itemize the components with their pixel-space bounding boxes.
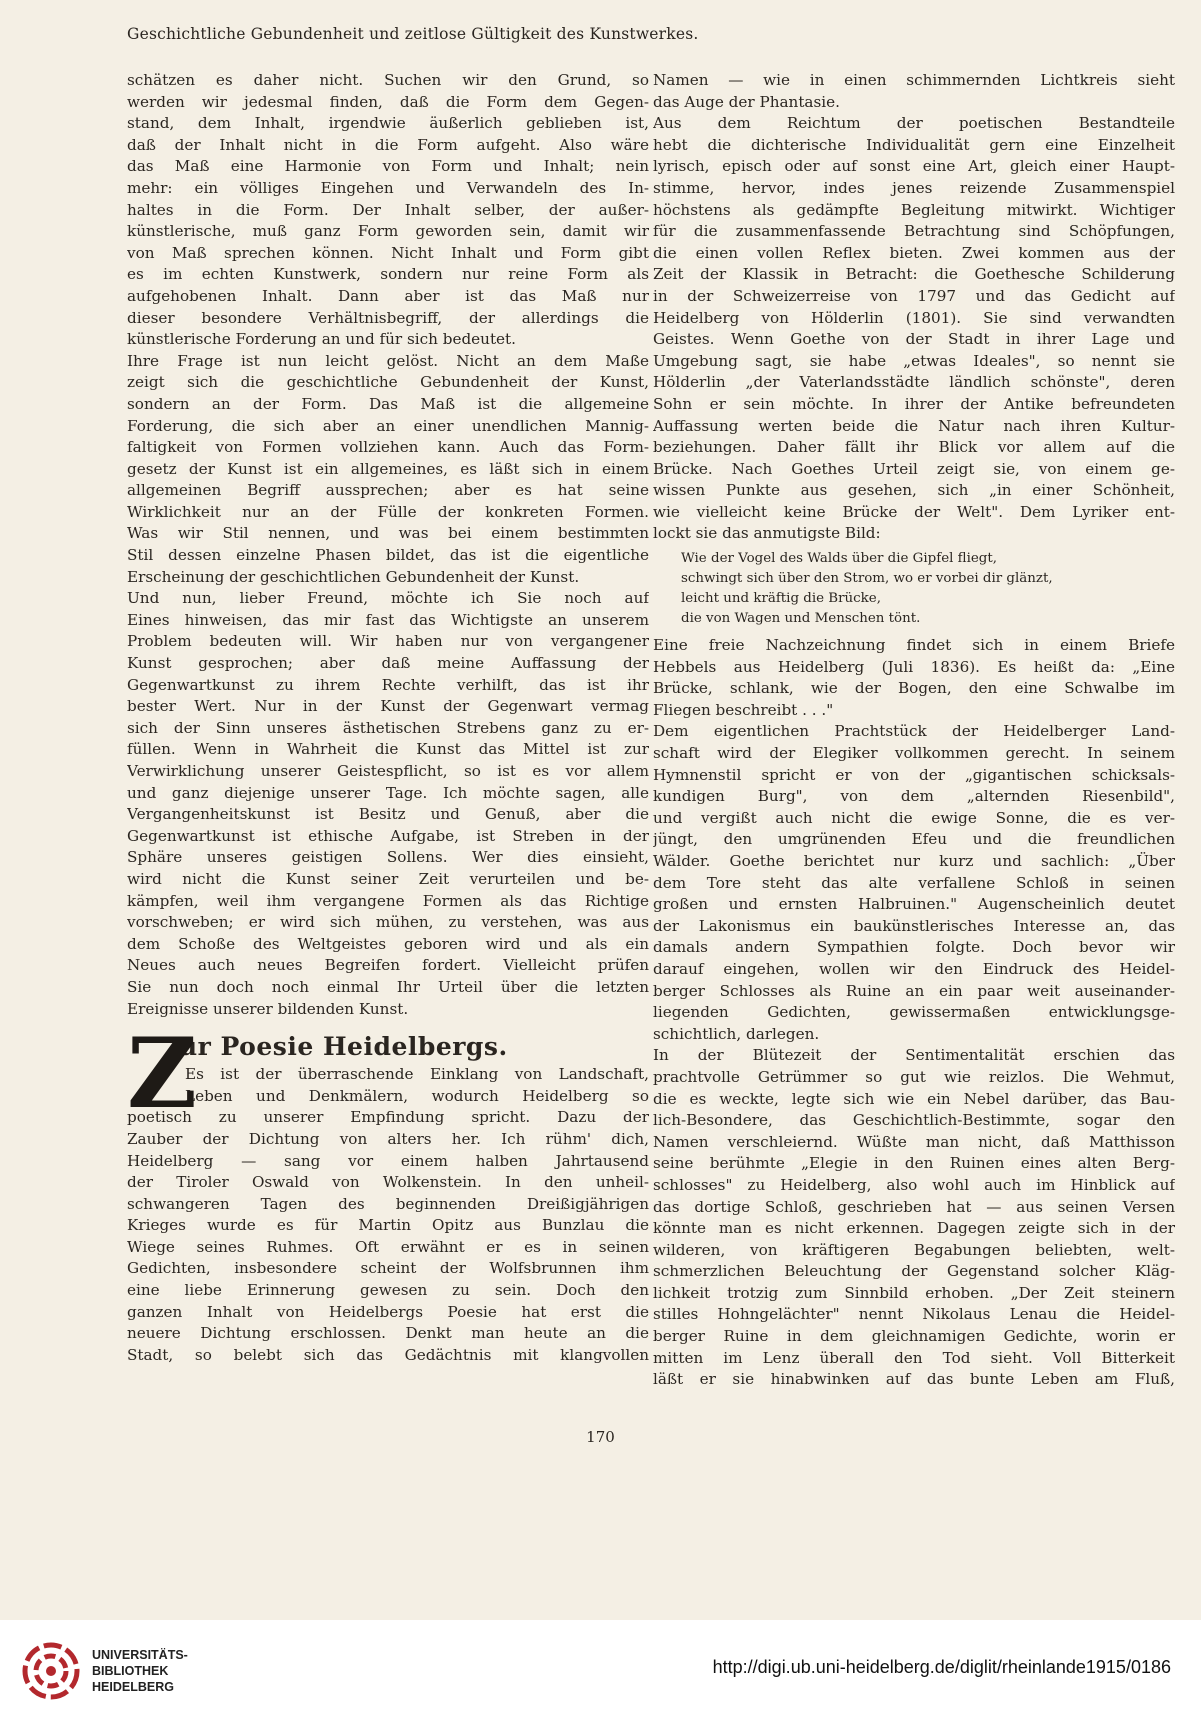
text-line: berger Ruine in dem gleichnamigen Gedichte, worin er xyxy=(653,1327,1175,1346)
text-line: Leben und Denkmälern, wodurch Heidelberg so xyxy=(185,1086,649,1105)
text-line: künstlerische Forderung an und für sich bedeutet. xyxy=(127,330,516,349)
text-line: und vergißt auch nicht die ewige Sonne, die es ver- xyxy=(653,808,1175,827)
text-line: stilles Hohngelächter" nennt Nikolaus Lenau die Heidel- xyxy=(653,1305,1175,1324)
verse-quotation xyxy=(681,549,1175,629)
text-line: sich der Sinn unseres ästhetischen Strebens ganz zu er- xyxy=(127,718,649,737)
text-line: Gedichten, insbesondere scheint der Wolfsbrunnen ihm xyxy=(127,1259,649,1278)
text-line: kundigen Burg", von dem „alternden Riesenbild", xyxy=(653,787,1175,806)
text-line: die einen vollen Reflex bieten. Zwei kommen aus der xyxy=(653,243,1175,262)
text-line: füllen. Wenn in Wahrheit die Kunst das Mittel ist zur xyxy=(127,740,649,759)
text-line: wissen Punkte aus gesehen, sich „in einer Schönheit, xyxy=(653,481,1175,500)
left-column xyxy=(127,70,649,1366)
text-line: schichtlich, darlegen. xyxy=(653,1024,820,1043)
text-line: Dem eigentlichen Prachtstück der Heidelberger Land- xyxy=(653,722,1175,741)
text-line: Hölderlin „der Vaterlandsstädte ländlich schönste", deren xyxy=(653,373,1175,392)
text-line: Zauber der Dichtung von alters her. Ich rühm' dich, xyxy=(127,1129,649,1148)
text-line: vorschweben; er wird sich mühen, zu verstehen, was aus xyxy=(127,913,649,932)
text-line: mitten im Lenz überall den Tod sieht. Voll Bitterkeit xyxy=(653,1348,1175,1367)
text-line: hebt die dichterische Individualität gern eine Einzelheit xyxy=(653,135,1175,154)
text-line: dem Schoße des Weltgeistes geboren wird und als ein xyxy=(127,934,649,953)
text-line: poetisch zu unserer Empfindung spricht. Dazu der xyxy=(127,1108,649,1127)
text-line: die es weckte, legte sich wie ein Nebel darüber, das Bau- xyxy=(653,1089,1175,1108)
text-line: läßt er sie hinabwinken auf das bunte Leben am Fluß, xyxy=(653,1370,1175,1389)
text-line: zeigt sich die geschichtliche Gebundenheit der Kunst, xyxy=(127,373,649,392)
text-line: wie vielleicht keine Brücke der Welt". Dem Lyriker ent- xyxy=(653,502,1175,521)
text-line: Vergangenheitskunst ist Besitz und Genuß, aber die xyxy=(127,805,649,824)
text-line: in der Schweizerreise von 1797 und das Gedicht auf xyxy=(653,286,1175,305)
drop-cap: Z xyxy=(127,1017,198,1131)
text-line: lichkeit trotzig zum Sinnbild erhoben. „Der Zeit steinern xyxy=(653,1283,1175,1302)
text-line: Heidelberg — sang vor einem halben Jahrtausend xyxy=(127,1151,649,1170)
verse-line: die von Wagen und Menschen tönt. xyxy=(681,611,921,627)
text-line: Ihre Frage ist nun leicht gelöst. Nicht an dem Maße xyxy=(127,351,649,370)
university-library-logo-icon xyxy=(22,1642,80,1700)
text-line: das Auge der Phantasie. xyxy=(653,92,840,111)
text-line: Aus dem Reichtum der poetischen Bestandteile xyxy=(653,114,1175,133)
text-line: Stil dessen einzelne Phasen bildet, das ist die eigentliche xyxy=(127,546,649,565)
text-line: allgemeinen Begriff aussprechen; aber es hat seine xyxy=(127,481,649,500)
text-line: Sohn er sein möchte. In ihrer der Antike befreundeten xyxy=(653,394,1175,413)
text-line: daß der Inhalt nicht in die Form aufgeht. Also wäre xyxy=(127,135,649,154)
right-paragraph-4 xyxy=(653,721,1175,1045)
text-line: Ereignisse unserer bildenden Kunst. xyxy=(127,999,409,1018)
text-line: neuere Dichtung erschlossen. Denkt man heute an die xyxy=(127,1324,649,1343)
text-line: Namen — wie in einen schimmernden Lichtkreis sieht xyxy=(653,71,1175,89)
text-line: stimme, hervor, indes jenes reizende Zusammenspiel xyxy=(653,178,1175,197)
text-line: Wälder. Goethe berichtet nur kurz und sachlich: „Über xyxy=(653,852,1175,870)
text-line: der Lakonismus ein baukünstlerisches Interesse an, das xyxy=(653,916,1175,935)
text-line: aufgehobenen Inhalt. Dann aber ist das Maß nur xyxy=(127,286,649,305)
text-line: es im echten Kunstwerk, sondern nur reine Form als xyxy=(127,265,649,284)
text-line: ganzen Inhalt von Heidelbergs Poesie hat erst die xyxy=(127,1302,649,1321)
text-line: darauf eingehen, wollen wir den Eindruck des Heidel- xyxy=(653,959,1175,978)
page-number: 170 xyxy=(586,1428,615,1446)
institution-line: BIBLIOTHEK xyxy=(92,1664,169,1678)
text-line: wilderen, von kräftigeren Begabungen beliebten, welt- xyxy=(653,1240,1175,1259)
text-line: dieser besondere Verhältnisbegriff, der allerdings die xyxy=(127,308,649,327)
text-line: Verwirklichung unserer Geistespflicht, so ist es vor allem xyxy=(127,762,649,780)
text-line: sondern an der Form. Das Maß ist die allgemeine xyxy=(127,394,649,413)
text-line: liegenden Gedichten, gewissermaßen entwicklungsge- xyxy=(653,1003,1175,1022)
left-paragraph-4 xyxy=(127,1107,649,1366)
text-line: Gegenwartkunst zu ihrem Rechte verhilft, das ist ihr xyxy=(127,675,649,694)
text-line: schätzen es daher nicht. Suchen wir den Grund, so xyxy=(127,71,649,89)
text-line: großen und ernsten Halbruinen." Augenscheinlich deutet xyxy=(653,895,1175,914)
text-line: Sphäre unseres geistigen Sollens. Wer dies einsieht, xyxy=(127,848,649,867)
right-paragraph-3 xyxy=(653,635,1175,721)
text-line: Stadt, so belebt sich das Gedächtnis mit klangvollen xyxy=(127,1345,649,1364)
left-paragraph-4-indented xyxy=(127,1064,649,1107)
text-line: Auffassung werten beide die Natur nach ihren Kultur- xyxy=(653,416,1175,435)
text-line: berger Schlosses als Ruine an ein paar weit auseinander- xyxy=(653,981,1175,1000)
text-line: Problem bedeuten will. Wir haben nur von vergangener xyxy=(127,632,649,651)
text-line: Brücke. Nach Goethes Urteil zeigt sie, von einem ge- xyxy=(653,459,1175,478)
text-line: Kunst gesprochen; aber daß meine Auffassung der xyxy=(127,654,649,673)
text-line: gesetz der Kunst ist ein allgemeines, es läßt sich in einem xyxy=(127,459,649,478)
text-line: faltigkeit von Formen vollziehen kann. Auch das Form- xyxy=(127,438,649,457)
text-line: Zeit der Klassik in Betracht: die Goethesche Schilderung xyxy=(653,265,1175,284)
section-heading: ur Poesie Heidelbergs. xyxy=(179,1032,508,1062)
text-line: schaft wird der Elegiker vollkommen gerecht. In seinem xyxy=(653,744,1175,763)
text-line: Hymnenstil spricht er von der „gigantischen schicksals- xyxy=(653,765,1175,784)
text-line: Und nun, lieber Freund, möchte ich Sie noch auf xyxy=(127,589,649,608)
institution-name xyxy=(92,1647,188,1695)
text-line: Forderung, die sich aber an einer unendlichen Mannig- xyxy=(127,416,649,435)
text-line: Heidelberg von Hölderlin (1801). Sie sind verwandten xyxy=(653,308,1175,327)
text-line: jüngt, den umgrünenden Efeu und die freundlichen xyxy=(653,830,1175,849)
text-line: Hebbels aus Heidelberg (Juli 1836). Es heißt da: „Eine xyxy=(653,657,1175,676)
text-line: schmerzlichen Beleuchtung der Gegenstand solcher Kläg- xyxy=(653,1262,1175,1281)
text-line: lich-Besondere, das Geschichtlich-Bestimmte, sogar den xyxy=(653,1111,1175,1130)
text-line: lyrisch, episch oder auf sonst eine Art, gleich einer Haupt- xyxy=(653,157,1175,176)
text-line: kämpfen, weil ihm vergangene Formen als das Richtige xyxy=(127,891,649,910)
text-line: schwangeren Tagen des beginnenden Dreißigjährigen xyxy=(127,1194,649,1213)
text-line: Was wir Stil nennen, und was bei einem bestimmten xyxy=(127,524,649,543)
text-line: dem Tore steht das alte verfallene Schloß in seinen xyxy=(653,873,1175,892)
footer-bar xyxy=(0,1620,1201,1722)
text-line: könnte man es nicht erkennen. Dagegen zeigte sich in der xyxy=(653,1219,1175,1238)
text-line: prachtvolle Getrümmer so gut wie reizlos. Die Wehmut, xyxy=(653,1067,1175,1086)
institution-line: HEIDELBERG xyxy=(92,1680,174,1694)
text-line: das Maß eine Harmonie von Form und Inhalt; nein xyxy=(127,157,649,176)
institution-line: UNIVERSITÄTS- xyxy=(92,1648,188,1662)
text-line: eine liebe Erinnerung gewesen zu sein. Doch den xyxy=(127,1281,649,1300)
text-line: Gegenwartkunst ist ethische Aufgabe, ist Streben in der xyxy=(127,826,649,845)
text-line: Brücke, schlank, wie der Bogen, den eine Schwalbe im xyxy=(653,679,1175,698)
text-line: wird nicht die Kunst seiner Zeit verurteilen und be- xyxy=(127,869,649,888)
text-line: Geistes. Wenn Goethe von der Stadt in ihrer Lage und xyxy=(653,330,1175,349)
source-url-link[interactable]: http://digi.ub.uni-heidelberg.de/diglit/rheinlande1915/0186 xyxy=(712,1657,1171,1677)
verse-line: leicht und kräftig die Brücke, xyxy=(681,591,881,607)
text-line: Sie nun doch noch einmal Ihr Urteil über die letzten xyxy=(127,977,649,996)
text-line: Wirklichkeit nur an der Fülle der konkreten Formen. xyxy=(127,502,649,521)
text-line: Neues auch neues Begreifen fordert. Vielleicht prüfen xyxy=(127,956,649,975)
text-line: schlosses" zu Heidelberg, also wohl auch im Hinblick auf xyxy=(653,1175,1175,1194)
text-line: höchstens als gedämpfte Begleitung mitwirkt. Wichtiger xyxy=(653,200,1175,219)
right-paragraph-1 xyxy=(653,70,1175,113)
text-line: Erscheinung der geschichtlichen Gebundenheit der Kunst. xyxy=(127,567,580,586)
text-line: beziehungen. Daher fällt ihr Blick vor allem auf die xyxy=(653,438,1175,457)
text-line: bester Wert. Nur in der Kunst der Gegenwart vermag xyxy=(127,697,649,716)
text-line: von Maß sprechen können. Nicht Inhalt und Form gibt xyxy=(127,243,649,262)
text-line: für die zusammenfassende Betrachtung sind Schöpfungen, xyxy=(653,222,1175,241)
text-line: der Tiroler Oswald von Wolkenstein. In den unheil- xyxy=(127,1173,649,1192)
section-heading-block xyxy=(127,1017,649,1366)
text-line: stand, dem Inhalt, irgendwie äußerlich geblieben ist, xyxy=(127,114,649,133)
text-line: werden wir jedesmal finden, daß die Form dem Gegen- xyxy=(127,92,649,111)
text-line: Es ist der überraschende Einklang von Landschaft, xyxy=(185,1065,649,1084)
text-line: Eines hinweisen, das mir fast das Wichtigste an unserem xyxy=(127,610,649,629)
text-line: mehr: ein völliges Eingehen und Verwandeln des In- xyxy=(127,178,649,197)
right-paragraph-2 xyxy=(653,113,1175,545)
left-paragraph-3 xyxy=(127,588,649,1020)
text-line: haltes in die Form. Der Inhalt selber, der außer- xyxy=(127,200,649,219)
text-line: Eine freie Nachzeichnung findet sich in einem Briefe xyxy=(653,636,1175,655)
right-column xyxy=(653,70,1175,1391)
text-line: Krieges wurde es für Martin Opitz aus Bunzlau die xyxy=(127,1216,649,1235)
text-line: und ganz diejenige unserer Tage. Ich möchte sagen, alle xyxy=(127,783,649,802)
text-line: das dortige Schloß, geschrieben hat — aus seinen Versen xyxy=(653,1197,1175,1216)
verse-line: schwingt sich über den Strom, wo er vorbei dir glänzt, xyxy=(681,571,1053,587)
text-line: Wiege seines Ruhmes. Oft erwähnt er es in seinen xyxy=(127,1237,649,1256)
text-line: damals andern Sympathien folgte. Doch bevor wir xyxy=(653,938,1175,957)
text-line: In der Blütezeit der Sentimentalität erschien das xyxy=(653,1046,1175,1065)
text-line: künstlerische, muß ganz Form geworden sein, damit wir xyxy=(127,222,649,241)
text-line: Umgebung sagt, sie habe „etwas Ideales", so nennt sie xyxy=(653,351,1175,370)
running-head: Geschichtliche Gebundenheit und zeitlose Gültigkeit des Kunstwerkes. xyxy=(127,25,699,43)
text-line: lockt sie das anmutigste Bild: xyxy=(653,524,881,543)
left-paragraph-2 xyxy=(127,351,649,589)
text-line: Namen verschleiernd. Wüßte man nicht, daß Matthisson xyxy=(653,1132,1175,1151)
verse-line: Wie der Vogel des Walds über die Gipfel fliegt, xyxy=(681,551,998,567)
text-line: Fliegen beschreibt . . ." xyxy=(653,700,834,719)
left-paragraph-1 xyxy=(127,70,649,351)
right-paragraph-5 xyxy=(653,1045,1175,1391)
text-line: seine berühmte „Elegie in den Ruinen eines alten Berg- xyxy=(653,1154,1175,1173)
